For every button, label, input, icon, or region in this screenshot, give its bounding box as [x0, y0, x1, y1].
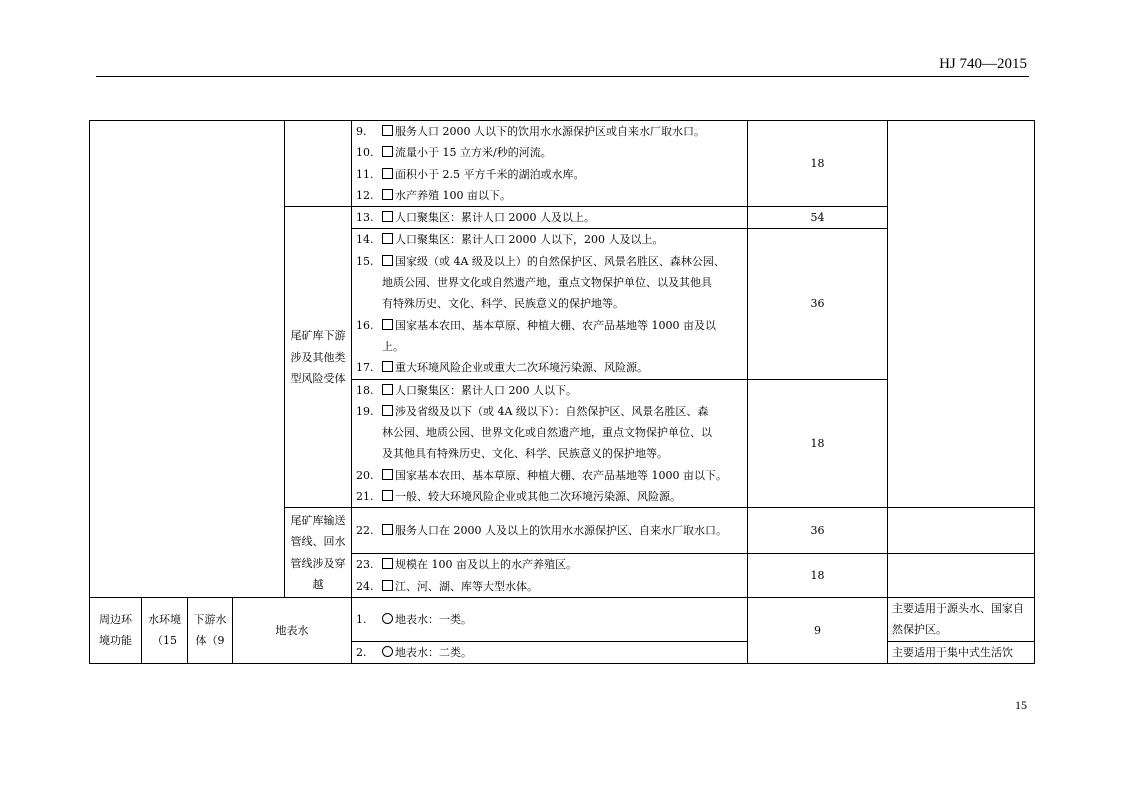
checkbox-icon: [382, 255, 393, 266]
checkbox-icon: [382, 146, 393, 157]
score-cell: 18: [748, 121, 888, 207]
list-item: 21. 一般、较大环境风险企业或其他二次环境污染源、风险源。: [356, 490, 681, 504]
criteria-cell: 14. 人口聚集区：累计人口 2000 人以下，200 人及以上。 15. 国家级（或 4A 级及以上）的自然保护区、风景名胜区、森林公园、 地质公园、世界文化或自然遗产地，重点文物保护单位、以及其他具 有特殊历史、文化、科学、民族意义的保护地等。 16. 国家基本农田、基本草原、种植大棚、农产品基地等 1000 亩及以 上。 17. 重大环境风险企业或重大二次环境污染源、风险源。: [352, 229, 748, 379]
list-item: 9. 服务人口 2000 人以下的饮用水水源保护区或自来水厂取水口。: [356, 125, 705, 138]
score-cell: 36: [748, 229, 888, 379]
criteria-cell: [352, 508, 748, 554]
list-item: 15. 国家级（或 4A 级及以上）的自然保护区、风景名胜区、森林公园、: [356, 254, 725, 268]
list-item: 13. 人口聚集区：累计人口 2000 人及以上。: [356, 211, 595, 225]
pipeline-receptor-label: 尾矿库输送管线、回水管线涉及穿越: [285, 508, 352, 598]
list-item: 10. 流量小于 15 立方米/秒的河流。: [356, 146, 552, 160]
list-item: 18. 人口聚集区：累计人口 200 人以下。: [356, 383, 577, 397]
checkbox-icon: [382, 580, 393, 591]
note-cell: [888, 554, 1035, 598]
risk-receptor-table: [89, 120, 1035, 664]
table-row: [90, 121, 1035, 207]
criteria-cell: [352, 121, 748, 207]
list-item: 19. 涉及省级及以下（或 4A 级以下）：自然保护区、风景名胜区、森: [356, 404, 709, 418]
score-cell: 9: [748, 597, 888, 663]
list-item: 24. 江、河、湖、库等大型水体。: [356, 579, 538, 593]
checkbox-icon: [382, 211, 393, 222]
list-item: 16. 国家基本农田、基本草原、种植大棚、农产品基地等 1000 亩及以: [356, 318, 716, 332]
document-code: HJ 740—2015: [939, 56, 1027, 72]
checkbox-icon: [382, 168, 393, 179]
checkbox-icon: [382, 490, 393, 501]
downstream-water-category: 下游水体（9: [188, 597, 233, 663]
page-number: 15: [1015, 698, 1027, 712]
radio-circle-icon: [382, 646, 393, 657]
checkbox-icon: [382, 125, 393, 136]
list-item: 12. 水产养殖 100 亩以下。: [356, 188, 511, 202]
checkbox-icon: [382, 524, 393, 535]
score-cell: 54: [748, 207, 888, 229]
criteria-cell: [352, 554, 748, 598]
surface-water-category: 地表水: [233, 597, 352, 663]
checkbox-icon: [382, 189, 393, 200]
header-rule: [96, 76, 1029, 77]
checkbox-icon: [382, 233, 393, 244]
radio-circle-icon: [382, 613, 393, 624]
note-cell: 主要适用于源头水、国家自然保护区。: [888, 597, 1035, 641]
score-cell: 18: [748, 554, 888, 598]
criteria-cell: [352, 641, 748, 663]
checkbox-icon: [382, 361, 393, 372]
checkbox-icon: [382, 319, 393, 330]
list-item: 22. 服务人口在 2000 人及以上的饮用水水源保护区、自来水厂取水口。: [356, 524, 727, 538]
list-item: 17. 重大环境风险企业或重大二次环境污染源、风险源。: [356, 361, 648, 375]
list-item: 14. 人口聚集区：累计人口 2000 人以下，200 人及以上。: [356, 233, 664, 247]
env-function-category: 周边环境功能: [90, 597, 142, 663]
note-cell: [888, 508, 1035, 554]
criteria-cell: 18. 人口聚集区：累计人口 200 人以下。 19. 涉及省级及以下（或 4A 级以下）：自然保护区、风景名胜区、森 林公园、地质公园、世界文化或自然遗产地，重点文物保护单位、以 及其他具有特殊历史、文化、科学、民族意义的保护地等。 20. 国家基本农田、基本草原、种植大棚、农产品基地等 1000 亩以下。 21. 一般、较大环境风险企业或其他二次环境污染源、风险源。: [352, 379, 748, 508]
checkbox-icon: [382, 558, 393, 569]
table-row: [90, 597, 1035, 641]
note-cell: 主要适用于集中式生活饮: [888, 641, 1035, 663]
criteria-cell: [352, 207, 748, 229]
score-cell: 36: [748, 508, 888, 554]
blank-subcategory-cell: [285, 121, 352, 207]
note-cell: [888, 121, 1035, 508]
criteria-cell: [352, 597, 748, 641]
list-item: 23. 规模在 100 亩及以上的水产养殖区。: [356, 558, 577, 572]
score-cell: 18: [748, 379, 888, 508]
water-environment-category: 水环境（15: [142, 597, 188, 663]
list-item: 11. 面积小于 2.5 平方千米的湖泊或水库。: [356, 167, 585, 181]
list-item: 1. 地表水：一类。: [356, 612, 472, 626]
checkbox-icon: [382, 405, 393, 416]
list-item: 2. 地表水：二类。: [356, 645, 472, 659]
downstream-receptor-label: 尾矿库下游涉及其他类型风险受体: [285, 207, 352, 508]
checkbox-icon: [382, 384, 393, 395]
list-item: 20. 国家基本农田、基本草原、种植大棚、农产品基地等 1000 亩以下。: [356, 468, 727, 482]
checkbox-icon: [382, 469, 393, 480]
blank-category-cell: [90, 121, 285, 598]
